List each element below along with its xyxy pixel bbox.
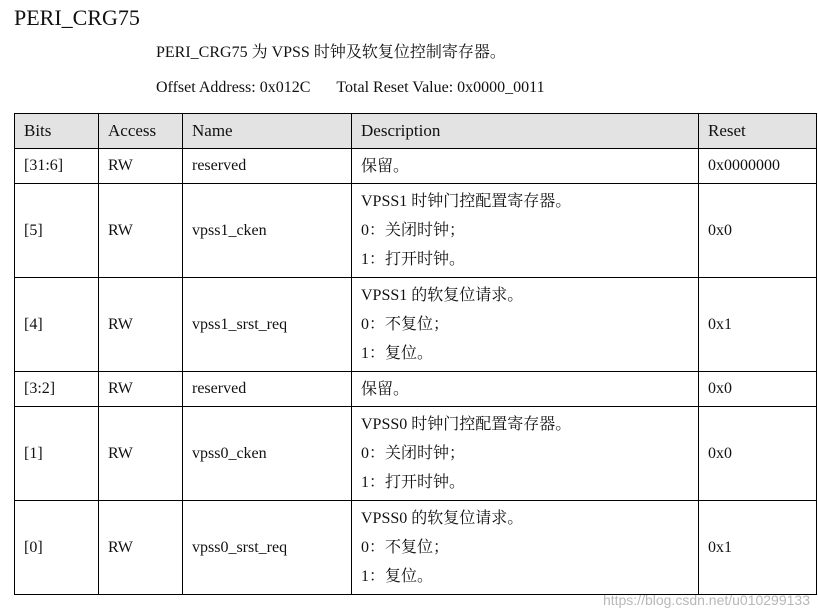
register-field-table xyxy=(14,113,817,595)
cell-bits: [1] xyxy=(15,407,99,501)
cell-description xyxy=(352,278,699,372)
description-line: 1：复位。 xyxy=(361,568,434,585)
cell-description xyxy=(352,184,699,278)
header-access: Access xyxy=(99,114,183,149)
cell-name: vpss1_srst_req xyxy=(183,278,352,372)
cell-access: RW xyxy=(99,372,183,407)
header-bits: Bits xyxy=(15,114,99,149)
description-line: 0：不复位； xyxy=(361,539,450,556)
description-line: 1：打开时钟。 xyxy=(361,251,466,268)
cell-bits: [5] xyxy=(15,184,99,278)
description-line: VPSS1 的软复位请求。 xyxy=(361,287,524,304)
table-row xyxy=(15,278,817,372)
cell-access: RW xyxy=(99,278,183,372)
description-line: 0：不复位； xyxy=(361,316,450,333)
cell-access: RW xyxy=(99,407,183,501)
table-row xyxy=(15,407,817,501)
table-row xyxy=(15,501,817,595)
description-line: 0：关闭时钟； xyxy=(361,445,466,462)
description-line: VPSS0 的软复位请求。 xyxy=(361,510,524,527)
cell-access: RW xyxy=(99,501,183,595)
cell-name: vpss1_cken xyxy=(183,184,352,278)
cell-reset: 0x0 xyxy=(699,372,817,407)
cell-reset: 0x0000000 xyxy=(699,149,817,184)
cell-bits: [3:2] xyxy=(15,372,99,407)
cell-name: reserved xyxy=(183,149,352,184)
cell-bits: [4] xyxy=(15,278,99,372)
header-name: Name xyxy=(183,114,352,149)
description-line: 0：关闭时钟； xyxy=(361,222,466,239)
cell-description xyxy=(352,372,699,407)
cell-access: RW xyxy=(99,184,183,278)
cell-name: reserved xyxy=(183,372,352,407)
header-description: Description xyxy=(352,114,699,149)
header-reset: Reset xyxy=(699,114,817,149)
cell-reset: 0x1 xyxy=(699,278,817,372)
description-line: 1：复位。 xyxy=(361,345,434,362)
total-reset-value: Total Reset Value: 0x0000_0011 xyxy=(336,79,545,96)
description-line: 保留。 xyxy=(361,157,410,175)
cell-reset: 0x1 xyxy=(699,501,817,595)
description-line: 保留。 xyxy=(361,380,410,398)
cell-name: vpss0_srst_req xyxy=(183,501,352,595)
cell-bits: [0] xyxy=(15,501,99,595)
cell-reset: 0x0 xyxy=(699,407,817,501)
register-description: PERI_CRG75 为 VPSS 时钟及软复位控制寄存器。 xyxy=(156,44,506,61)
cell-description xyxy=(352,149,699,184)
table-row xyxy=(15,149,817,184)
description-line: VPSS1 时钟门控配置寄存器。 xyxy=(361,193,572,210)
cell-name: vpss0_cken xyxy=(183,407,352,501)
cell-access: RW xyxy=(99,149,183,184)
watermark-text: https://blog.csdn.net/u010299133 xyxy=(602,592,810,608)
cell-description xyxy=(352,501,699,595)
register-meta xyxy=(156,77,545,99)
description-line: 1：打开时钟。 xyxy=(361,474,466,491)
table-header-row xyxy=(15,114,817,149)
table-row xyxy=(15,372,817,407)
register-title: PERI_CRG75 xyxy=(14,5,140,30)
table-row xyxy=(15,184,817,278)
cell-reset: 0x0 xyxy=(699,184,817,278)
description-line: VPSS0 时钟门控配置寄存器。 xyxy=(361,416,572,433)
cell-description xyxy=(352,407,699,501)
cell-bits: [31:6] xyxy=(15,149,99,184)
offset-address: Offset Address: 0x012C xyxy=(156,79,311,96)
